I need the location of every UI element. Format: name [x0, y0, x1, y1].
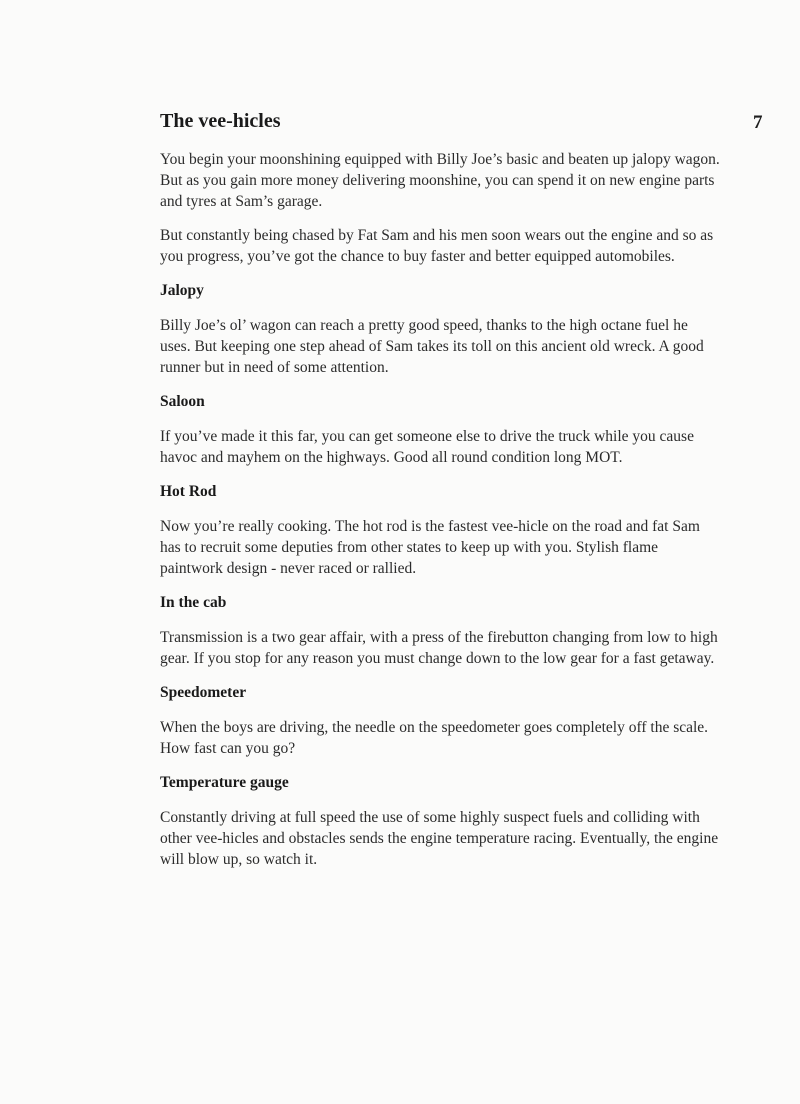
- section-text-speedometer: When the boys are driving, the needle on the speedometer goes completely off the scale. How fast can you go?: [160, 719, 709, 757]
- section-text-saloon: If you’ve made it this far, you can get someone else to drive the truck while you cause havoc and mayhem on the highways. Good all round condition long MOT.: [160, 428, 694, 466]
- section-text-hot-rod: Now you’re really cooking. The hot rod is the fastest vee-hicle on the road and fat Sam has to recruit some deputies from other states to keep up with you. Stylish flame paintwork design - never raced or rallied.: [160, 518, 700, 577]
- intro-paragraph-2: But constantly being chased by Fat Sam and his men soon wears out the engine and so as you progress, you’ve got the chance to buy faster and better equipped automobiles.: [160, 227, 714, 265]
- intro-paragraph-1: You begin your moonshining equipped with Billy Joe’s basic and beaten up jalopy wagon. But as you gain more money delivering moonshine, you can spend it on new engine parts and tyres at Sam’s garage.: [160, 151, 720, 210]
- section-heading-temperature-gauge: Temperature gauge: [160, 774, 289, 791]
- section-text-in-the-cab: Transmission is a two gear affair, with a press of the firebutton changing from low to high gear. If you stop for any reason you must change down to the low gear for a fast getaway.: [160, 629, 718, 667]
- section-heading-in-the-cab: In the cab: [160, 594, 227, 611]
- section-heading-speedometer: Speedometer: [160, 684, 247, 701]
- section-text-jalopy: Billy Joe’s ol’ wagon can reach a pretty good speed, thanks to the high octane fuel he uses. But keeping one step ahead of Sam takes its toll on this ancient old wreck. A good runner but in need of some attention.: [160, 317, 704, 376]
- section-heading-hot-rod: Hot Rod: [160, 483, 217, 500]
- page-content: [160, 108, 720, 883]
- section-heading-jalopy: Jalopy: [160, 282, 204, 299]
- page-title: The vee-hicles: [160, 110, 281, 132]
- section-text-temperature-gauge: Constantly driving at full speed the use of some highly suspect fuels and colliding with other vee-hicles and obstacles sends the engine temperature racing. Eventually, the engine will blow up, so watch it.: [160, 809, 719, 868]
- section-heading-saloon: Saloon: [160, 393, 205, 410]
- page-number: 7: [753, 112, 763, 133]
